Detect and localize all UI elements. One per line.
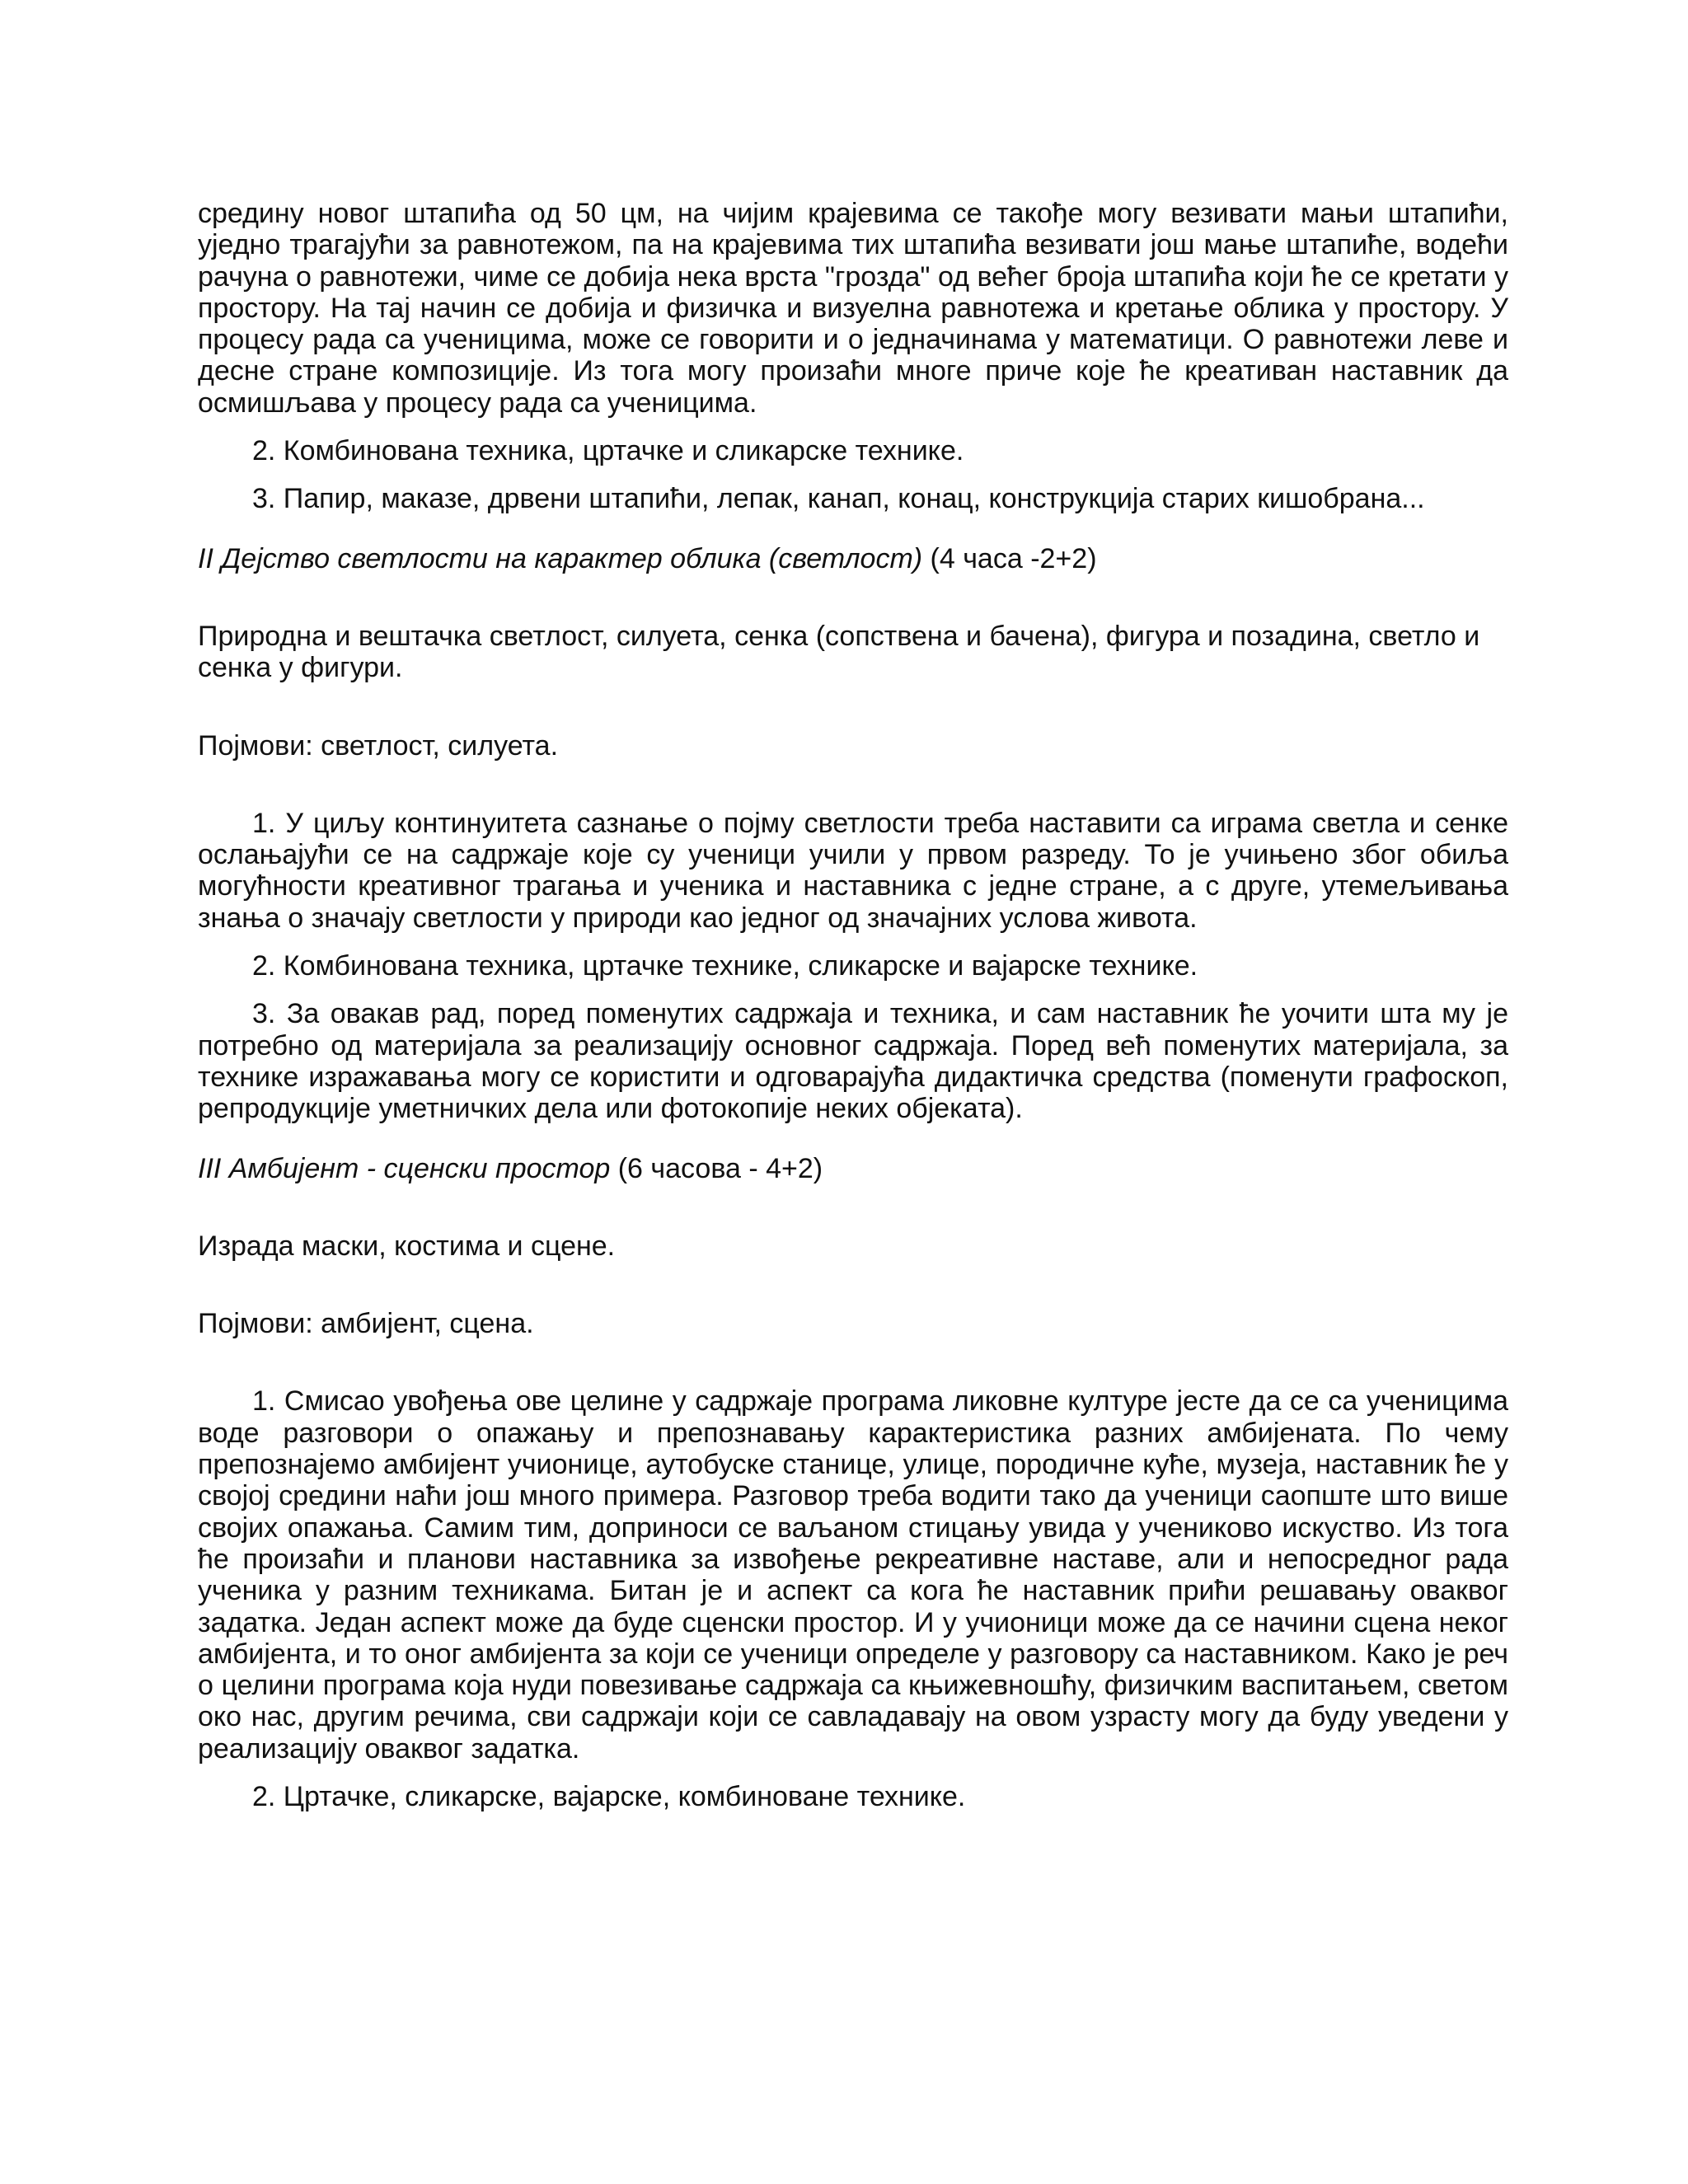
intro-paragraph: средину новог штапића од 50 цм, на чијим крајевима се такође могу везивати мањи штапићи, уједно трагајући за равнотежом, па на крајевима тих штапића везивати још мање штапиће, водећи рачуна о равнотежи, чиме се добија нека врста "грозда" од већег броја штапића који ће се кретати у простору. На тај начин се добија и физичка и визуелна равнотежа и кретање облика у простору. У процесу рада са ученицима, може се говорити и о једначинама у математици. О равнотежи леве и десне стране композиције. Из тога могу произаћи многе приче које ће креативан наставник да осмишљава у процесу рада са ученицима. xyxy=(198,198,1508,419)
section-2-content: Природна и вештачка светлост, силуета, сенка (сопствена и бачена), фигура и позадина, светло и сенка у фигури. xyxy=(198,620,1480,684)
document-page xyxy=(198,198,1508,1812)
section-3-hours: (6 часова - 4+2) xyxy=(610,1152,823,1184)
section-2-item-1: 1. У циљу континуитета сазнање о појму светлости треба наставити са играма светла и сенке ослањајући се на садржаје које су ученици учили у првом разреду. То је учињено због обиља могућности креативног трагања и ученика и наставника с једне стране, а с друге, утемељивања знања о значају светлости у природи као једног од значајних услова живота. xyxy=(198,807,1508,934)
intro-list-item-3: 3. Папир, маказе, дрвени штапићи, лепак, канап, конац, конструкција старих кишобрана... xyxy=(252,483,1425,515)
section-2-hours: (4 часа -2+2) xyxy=(922,542,1097,574)
section-3-heading xyxy=(198,1153,1508,1184)
intro-list-item-2: 2. Комбинована техника, цртачке и сликарске технике. xyxy=(252,435,964,467)
section-3-item-2: 2. Цртачке, сликарске, вајарске, комбиноване технике. xyxy=(252,1780,966,1812)
section-2-concepts: Појмови: светлост, силуета. xyxy=(198,729,559,762)
section-3-title: III Амбијент - сценски простор xyxy=(198,1152,611,1184)
section-3-item-1: 1. Смисао увођења ове целине у садржаје програма ликовне културе јесте да се са ученицима воде разговори о опажању и препознавању карактеристика разних амбијената. По чему препознајемо амбијент учионице, аутобуске станице, улице, породичне куће, музеја, наставник ће у својој средини наћи још много примера. Разговор треба водити тако да ученици саопште што више својих опажања. Самим тим, доприноси се ваљаном стицању увида у учениково искуство. Из тога ће произаћи и планови наставника за извођење рекреативне наставе, али и непосредног рада ученика у разним техникама. Битан је и аспект са кога ће наставник прићи решавању оваквог задатка. Један аспект може да буде сценски простор. И у учионици може да се начини сцена неког амбијента, и то оног амбијента за који се ученици определе у разговору са наставником. Како је реч о целини програма која нуди повезивање садржаја са књижевношћу, физичким васпитањем, светом око нас, другим речима, сви садржаји који се савладавају на овом узрасту могу да буду уведени у реализацију оваквог задатка. xyxy=(198,1385,1508,1765)
section-2-heading xyxy=(198,543,1508,574)
section-2-item-3: 3. За овакав рад, поред поменутих садржаја и техника, и сам наставник ће уочити шта му је потребно од материјала за реализацију основног садржаја. Поред већ поменутих материјала, за технике изражавања могу се користити и одговарајућа дидактичка средства (поменути графоскоп, репродукције уметничких дела или фотокопије неких објеката). xyxy=(198,998,1508,1125)
section-3-concepts: Појмови: амбијент, сцена. xyxy=(198,1308,534,1340)
section-3-content: Израда маски, костима и сцене. xyxy=(198,1230,616,1262)
section-2-item-2: 2. Комбинована техника, цртачке технике, сликарске и вајарске технике. xyxy=(252,950,1198,982)
section-2-title: II Дејство светлости на карактер облика (светлост) xyxy=(198,542,923,574)
